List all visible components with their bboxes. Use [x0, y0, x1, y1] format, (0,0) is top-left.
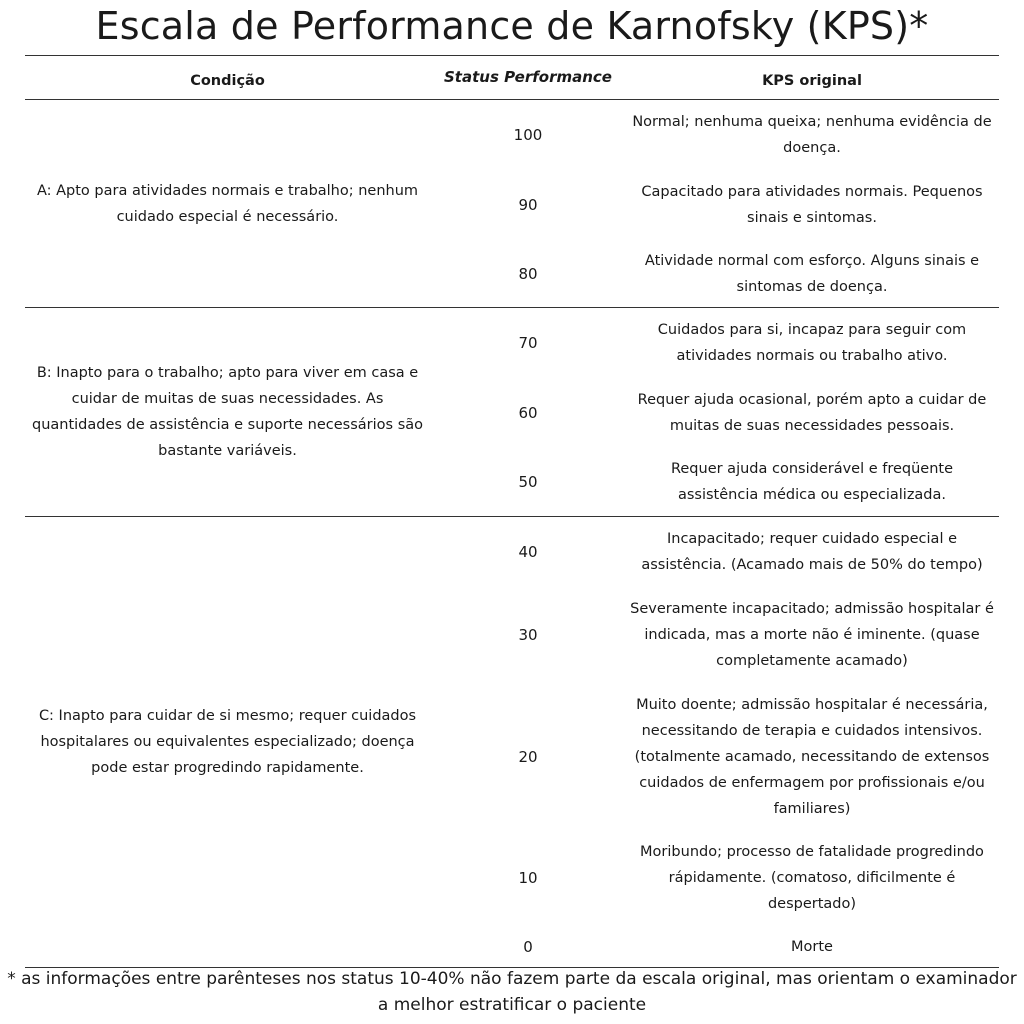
condition-group-c: C: Inapto para cuidar de si mesmo; requer cuidados hospitalares ou equivalentes especializado; doença pode estar progredindo rapidamente.: [38, 708, 417, 776]
kps-description: Morte: [791, 939, 833, 955]
kps-description: Normal; nenhuma queixa; nenhuma evidência de doença.: [632, 114, 992, 156]
status-value: 60: [518, 404, 538, 422]
status-value: 80: [518, 264, 538, 283]
table-top-border: [25, 55, 999, 56]
kps-description: Incapacitado; requer cuidado especial e assistência. (Acamado mais de 50% do tempo): [641, 531, 983, 573]
status-value: 30: [518, 626, 538, 644]
header-kps-original: KPS original: [762, 73, 862, 89]
page-title: Escala de Performance de Karnofsky (KPS)*: [95, 4, 929, 48]
status-value: 50: [518, 473, 538, 491]
status-value: 70: [518, 334, 538, 352]
kps-description: Requer ajuda ocasional, porém apto a cuidar de muitas de suas necessidades pessoais.: [637, 392, 987, 434]
kps-description: Severamente incapacitado; admissão hospitalar é indicada, mas a morte não é iminente. (quase completamente acamado): [630, 601, 994, 669]
condition-group-b: B: Inapto para o trabalho; apto para viver em casa e cuidar de muitas de suas necessidades. As quantidades de assistência e suporte necessários são bastante variáveis.: [31, 365, 424, 459]
status-value: 100: [513, 126, 543, 144]
footnote: * as informações entre parênteses nos status 10-40% não fazem parte da escala original, mas orientam o examinador a melhor estratificar o paciente: [7, 969, 1017, 1015]
kps-description: Requer ajuda considerável e freqüente assistência médica ou especializada.: [670, 461, 954, 503]
kps-description: Muito doente; admissão hospitalar é necessária, necessitando de terapia e cuidados intensivos. (totalmente acamado, necessitando de extensos cuidados de enfermagem por profissionais e/ou familiares): [634, 696, 990, 817]
status-value: 90: [518, 196, 538, 214]
status-value: 20: [518, 747, 538, 766]
condition-group-a: A: Apto para atividades normais e trabalho; nenhum cuidado especial é necessário.: [36, 182, 419, 225]
status-value: 10: [518, 869, 538, 887]
kps-description: Capacitado para atividades normais. Pequenos sinais e sintomas.: [641, 184, 983, 226]
header-condition: Condição: [190, 73, 265, 89]
header-status-performance: Status Performance: [444, 68, 612, 86]
status-value: 40: [518, 543, 538, 561]
kps-description: Atividade normal com esforço. Alguns sinais e sintomas de doença.: [644, 252, 980, 295]
status-value: 0: [523, 938, 533, 956]
kps-description: Cuidados para si, incapaz para seguir com atividades normais ou trabalho ativo.: [657, 322, 967, 364]
kps-description: Moribundo; processo de fatalidade progredindo rápidamente. (comatoso, dificilmente é despertado): [640, 844, 984, 912]
